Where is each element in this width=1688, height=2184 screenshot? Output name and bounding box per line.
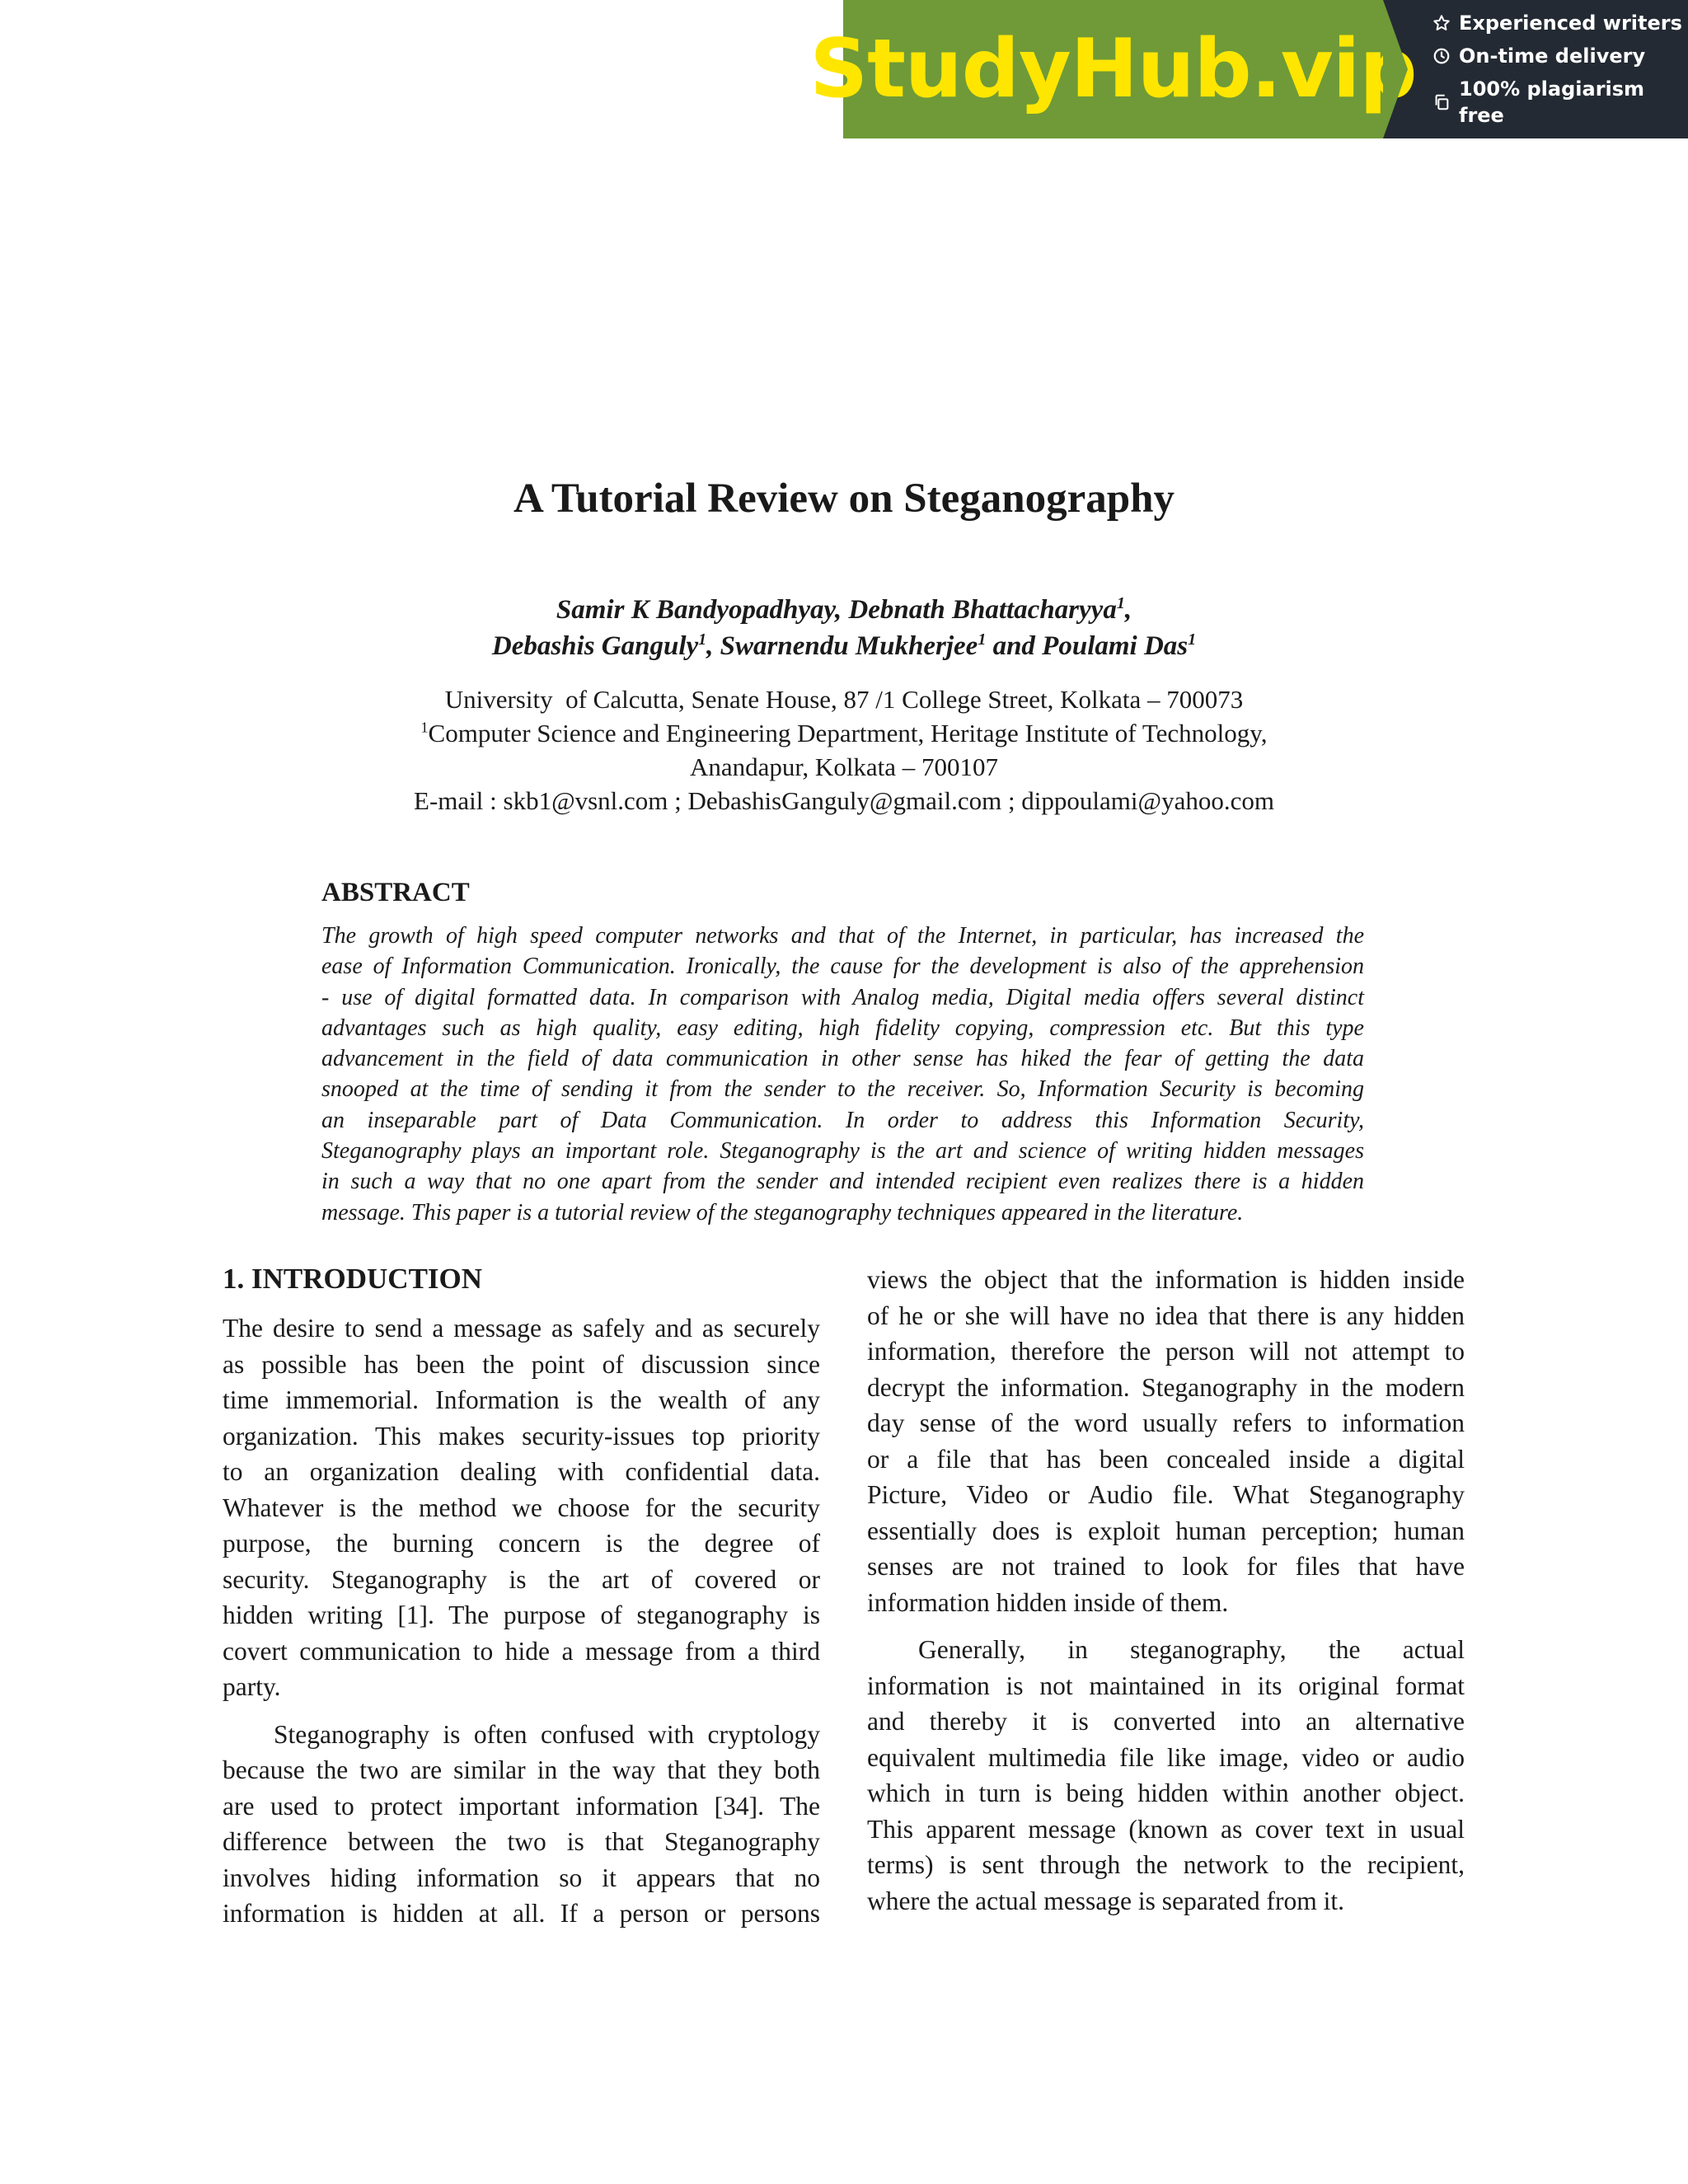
feature-label: 100% plagiarism free: [1459, 77, 1645, 127]
text-line: difference between the two is that Steganography: [223, 1827, 820, 1856]
abstract-line: - use of digital formatted data. In comparison with Analog media, Digital media offers several distinct: [321, 984, 1364, 1010]
paragraph-gap: [223, 1705, 820, 1717]
text-line: terms) is sent through the network to the recipient,: [867, 1850, 1465, 1879]
text-line: hidden writing [1]. The purpose of steganography is: [223, 1601, 820, 1629]
intro-paragraph-2: [223, 1717, 820, 1932]
feature-label: Experienced writers: [1459, 12, 1682, 35]
author-text: , Swarnendu Mukherjee: [706, 631, 978, 661]
text-line: which in turn is being hidden within another object.: [867, 1779, 1465, 1807]
text-line: time immemorial. Information is the wealth of any: [223, 1385, 820, 1414]
text-line: and thereby it is converted into an alternative: [867, 1707, 1465, 1736]
author-list: [0, 592, 1688, 664]
text-line: views the object that the information is hidden inside: [867, 1265, 1465, 1294]
banner-arrow-shape: [1383, 0, 1408, 138]
text-line: purpose, the burning concern is the degree of: [223, 1529, 820, 1558]
affiliation-line: Anandapur, Kolkata – 700107: [689, 752, 999, 781]
text-line: to an organization dealing with confidential data.: [223, 1457, 820, 1486]
text-line: equivalent multimedia file like image, video or audio: [867, 1742, 1465, 1772]
abstract-line: Steganography plays an important role. Steganography is the art and science of writing hidden messages: [321, 1138, 1364, 1165]
text-line: information hidden inside of them.: [867, 1587, 1229, 1617]
text-line: day sense of the word usually refers to information: [867, 1408, 1465, 1437]
studyhub-banner[interactable]: [809, 0, 1688, 138]
abstract-line: advancement in the field of data communication in other sense has hiked the fear of getting the data: [321, 1046, 1364, 1072]
affiliation-marker: 1: [420, 719, 429, 736]
right-column: [867, 1262, 1465, 1919]
text-line: senses are not trained to look for files that have: [867, 1552, 1465, 1581]
abstract-body: [321, 921, 1364, 1228]
affiliation-marker: 1: [1188, 630, 1197, 649]
abstract-line: message. This paper is a tutorial review of the steganography techniques appeared in the literature.: [321, 1199, 1244, 1226]
text-line: are used to protect important information [34]. The: [223, 1791, 820, 1821]
text-line: where the actual message is separated from it.: [867, 1886, 1345, 1915]
text-line: information, therefore the person will not attempt to: [867, 1337, 1465, 1366]
affiliations: [0, 682, 1688, 818]
text-line: information is hidden at all. If a person or persons: [223, 1899, 820, 1928]
left-column: [223, 1261, 820, 1932]
author-line-1: [0, 592, 1688, 628]
clock-icon: [1432, 47, 1451, 65]
affiliation-line: University of Calcutta, Senate House, 87 /1 College Street, Kolkata – 700073: [444, 685, 1244, 714]
text-line: organization. This makes security-issues top priority: [223, 1421, 820, 1451]
affiliation-text: Computer Science and Engineering Department, Heritage Institute of Technology,: [428, 719, 1268, 748]
banner-features: [1383, 0, 1688, 138]
abstract-line: an inseparable part of Data Communication. In order to address this Information Security,: [321, 1107, 1364, 1133]
feature-plagiarism-free: [1432, 76, 1688, 129]
author-text: and Poulami Das: [986, 631, 1189, 661]
text-line: involves hiding information so it appears that no: [223, 1863, 820, 1892]
affiliation-marker: 1: [698, 630, 707, 649]
abstract-heading: ABSTRACT: [321, 878, 470, 907]
paper-title: A Tutorial Review on Steganography: [513, 476, 1175, 522]
feature-label: On-time delivery: [1459, 45, 1646, 68]
intro-paragraph-2-continued: [867, 1262, 1465, 1620]
star-icon: [1432, 14, 1451, 32]
text-line: because the two are similar in the way that they both: [223, 1755, 820, 1784]
affiliation-marker: 1: [1116, 594, 1125, 612]
text-line: The desire to send a message as safely and as securely: [223, 1314, 820, 1343]
text-line: essentially does is exploit human perception; human: [867, 1516, 1465, 1545]
author-text: Samir K Bandyopadhyay, Debnath Bhattacharyya: [556, 595, 1117, 625]
text-line: This apparent message (known as cover text in usual: [867, 1814, 1465, 1844]
copy-icon: [1432, 93, 1451, 111]
text-line: Generally, in steganography, the actual: [918, 1635, 1465, 1664]
text-line: party.: [223, 1672, 281, 1701]
feature-on-time-delivery: [1432, 43, 1688, 69]
intro-paragraph-1: [223, 1310, 820, 1705]
text-line: decrypt the information. Steganography in the modern: [867, 1372, 1465, 1402]
abstract-line: advantages such as high quality, easy editing, high fidelity copying, compression etc. But this type: [321, 1015, 1364, 1041]
text-line: of he or she will have no idea that there is any hidden: [867, 1301, 1465, 1330]
author-text: Debashis Ganguly: [491, 631, 699, 661]
affiliation-marker: 1: [978, 630, 987, 649]
studyhub-logo[interactable]: [809, 0, 1417, 138]
text-line: Whatever is the method we choose for the security: [223, 1493, 820, 1522]
text-line: information is not maintained in its original format: [867, 1671, 1465, 1700]
abstract-line: The growth of high speed computer networks and that of the Internet, in particular, has increased the: [321, 923, 1364, 949]
text-line: as possible has been the point of discussion since: [223, 1349, 820, 1379]
intro-paragraph-3: [867, 1632, 1465, 1919]
feature-experienced-writers: [1432, 10, 1688, 36]
text-line: or a file that has been concealed inside a digital: [867, 1444, 1465, 1474]
paragraph-gap: [867, 1620, 1465, 1632]
contact-emails: E-mail : skb1@vsnl.com ; DebashisGanguly@gmail.com ; dippoulami@yahoo.com: [414, 786, 1274, 815]
author-text: ,: [1124, 595, 1132, 625]
section-heading-introduction: 1. INTRODUCTION: [223, 1263, 483, 1295]
text-line: covert communication to hide a message from a third: [223, 1636, 820, 1666]
text-line: Picture, Video or Audio file. What Steganography: [867, 1480, 1465, 1509]
studyhub-logo-text: StudyHub.vip: [809, 22, 1417, 116]
abstract-line: in such a way that no one apart from the sender and intended recipient even realizes there is a hidden: [321, 1169, 1364, 1195]
author-line-2: [0, 628, 1688, 664]
text-line: Steganography is often confused with cryptology: [274, 1719, 820, 1749]
abstract-line: ease of Information Communication. Ironically, the cause for the development is also of the apprehension: [321, 954, 1364, 980]
affiliation-line: [0, 716, 1688, 750]
text-line: security. Steganography is the art of covered or: [223, 1564, 820, 1594]
abstract-line: snooped at the time of sending it from the sender to the receiver. So, Information Security is becoming: [321, 1076, 1364, 1103]
